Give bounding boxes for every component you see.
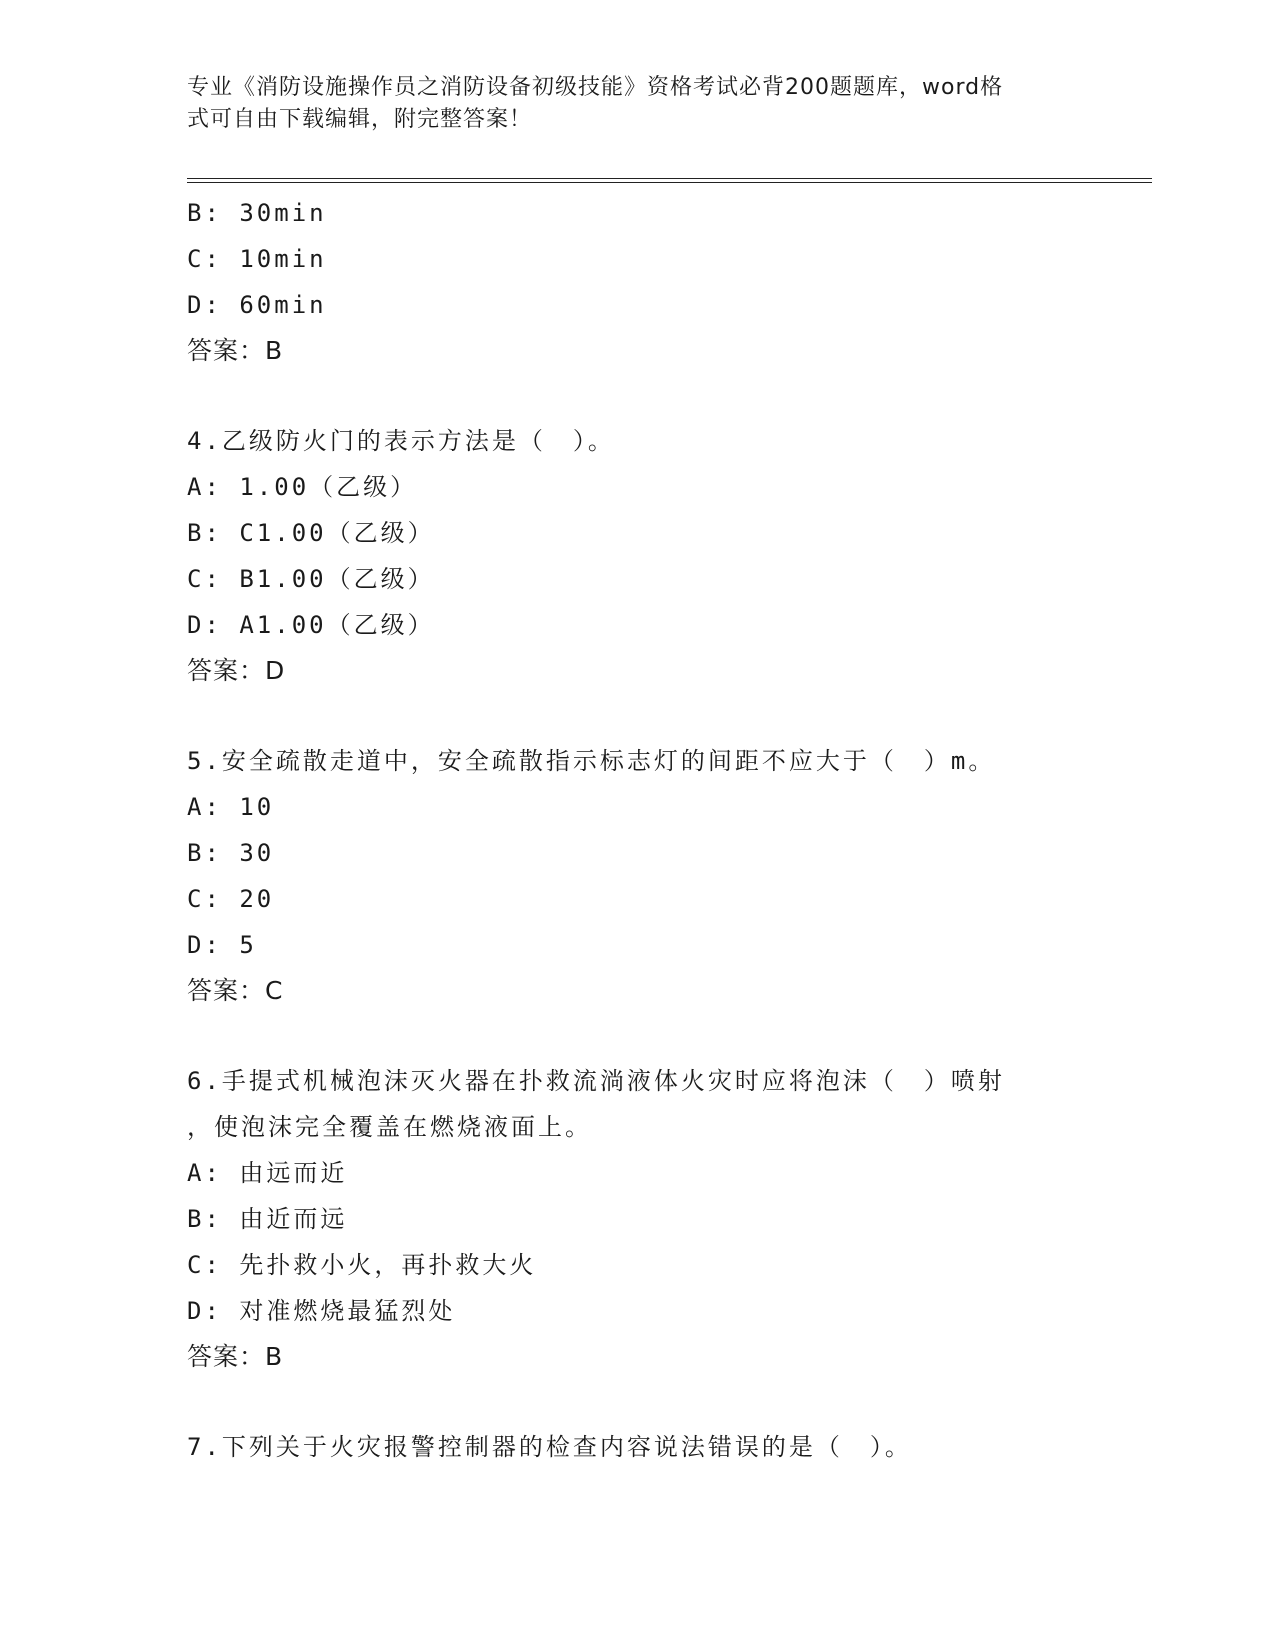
question-stem-line-2: ，使泡沫完全覆盖在燃烧液面上。: [187, 1113, 592, 1141]
option-a: A: 10: [187, 793, 275, 821]
option-d: D: 5: [187, 931, 257, 959]
question-4: [187, 418, 1107, 694]
question-stem: 5.安全疏散走道中，安全疏散指示标志灯的间距不应大于（ ）m。: [187, 747, 996, 775]
question-stem: 4.乙级防火门的表示方法是（ ）。: [187, 427, 615, 455]
answer: 答案：B: [187, 1342, 284, 1371]
question-5: [187, 738, 1107, 1014]
option-b: B: C1.00（乙级）: [187, 519, 435, 547]
question-list: [187, 190, 1107, 1470]
option-c: C: 20: [187, 885, 275, 913]
answer: 答案：B: [187, 336, 284, 365]
option-c: C: 10min: [187, 245, 327, 273]
option-b: B: 30: [187, 839, 275, 867]
question-6: [187, 1058, 1107, 1380]
spacer: [187, 1014, 1107, 1058]
option-d: D: A1.00（乙级）: [187, 611, 435, 639]
question-3-continued: [187, 190, 1107, 374]
option-c: C: B1.00（乙级）: [187, 565, 435, 593]
question-stem-line-1: 6.手提式机械泡沫灭火器在扑救流淌液体火灾时应将泡沫（ ）喷射: [187, 1067, 1005, 1095]
option-d: D: 对准燃烧最猛烈处: [187, 1297, 456, 1325]
option-d: D: 60min: [187, 291, 327, 319]
spacer: [187, 374, 1107, 418]
option-c: C: 先扑救小火，再扑救大火: [187, 1251, 537, 1279]
option-b: B: 由近而远: [187, 1205, 348, 1233]
header-line-1: 专业《消防设施操作员之消防设备初级技能》资格考试必背200题题库，word格: [187, 75, 1004, 100]
answer: 答案：D: [187, 656, 286, 685]
option-a: A: 由远而近: [187, 1159, 348, 1187]
answer: 答案：C: [187, 976, 284, 1005]
header-divider-top: [187, 178, 1152, 179]
option-a: A: 1.00（乙级）: [187, 473, 418, 501]
header-divider-bottom: [187, 182, 1152, 183]
option-b: B: 30min: [187, 199, 327, 227]
header-line-2: 式可自由下载编辑，附完整答案！: [187, 107, 533, 132]
document-header: [187, 72, 1067, 136]
question-stem: 7.下列关于火灾报警控制器的检查内容说法错误的是（ ）。: [187, 1433, 912, 1461]
spacer: [187, 694, 1107, 738]
question-7: [187, 1424, 1107, 1470]
spacer: [187, 1380, 1107, 1424]
